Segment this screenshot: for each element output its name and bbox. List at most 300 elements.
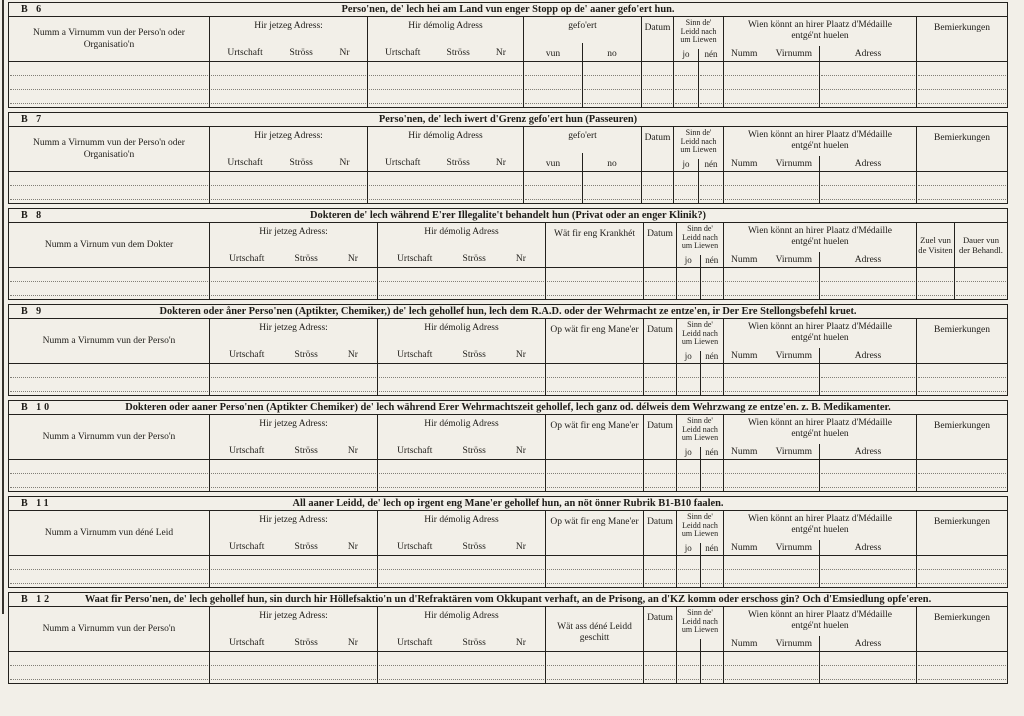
- remarks-field: [916, 364, 1007, 395]
- alive-field: [676, 556, 723, 587]
- write-line: [821, 62, 915, 76]
- col-what-happened-header: Wät ass déné Leidd geschitt: [545, 607, 643, 651]
- column-headers: [9, 415, 1007, 460]
- col-medal-recipient-header: Wien könnt an hirer Plaatz d'Médaille entgé'nt huelen Numm Virnumm Adress: [723, 607, 916, 651]
- write-line: [584, 76, 640, 90]
- col-alive-header: Sinn de' Leidd nach um Liewen jo nén: [673, 127, 723, 171]
- entry-rows: [9, 268, 1007, 299]
- current-address-field: [209, 268, 377, 299]
- section-id: B 11: [21, 498, 52, 509]
- write-line: [725, 556, 818, 570]
- col-treatment-duration-header: Dauer vun der Behandl.: [954, 223, 1007, 267]
- write-line: [702, 666, 723, 680]
- section-title-band: [9, 113, 1007, 127]
- write-line: [678, 652, 699, 666]
- write-line: [10, 268, 208, 282]
- section-title-band: [9, 305, 1007, 319]
- date-field: [643, 364, 676, 395]
- col-current-address-header: Hir jetzeg Adress: Urtschaft Ströss Nr: [209, 511, 377, 555]
- column-headers: [9, 319, 1007, 364]
- write-line: [821, 186, 915, 200]
- write-line: [725, 666, 818, 680]
- write-line: [10, 460, 208, 474]
- column-headers: [9, 223, 1007, 268]
- manner-field: [545, 556, 643, 587]
- write-line: [918, 652, 1006, 666]
- medal-recipient-field: [723, 62, 916, 107]
- name-field: [9, 268, 209, 299]
- col-date-header: Datum: [643, 607, 676, 651]
- write-line: [700, 186, 722, 200]
- write-line: [725, 76, 818, 90]
- write-line: [678, 474, 699, 488]
- current-address-field: [209, 652, 377, 683]
- remarks-field: [916, 62, 1007, 107]
- write-line: [645, 282, 675, 296]
- write-line: [369, 76, 522, 90]
- alive-field: [676, 460, 723, 491]
- write-line: [10, 76, 208, 90]
- write-line: [918, 570, 1006, 584]
- write-line: [369, 186, 522, 200]
- name-field: [9, 652, 209, 683]
- col-medal-recipient-header: Wien könnt an hirer Plaatz d'Médaille entgé'nt huelen Numm Virnumm Adress: [723, 319, 916, 363]
- write-line: [10, 364, 208, 378]
- col-remarks-header: Bemierkungen: [916, 511, 1007, 555]
- write-line: [821, 172, 915, 186]
- write-line: [525, 172, 581, 186]
- col-date-header: Datum: [641, 127, 673, 171]
- write-line: [821, 460, 915, 474]
- section-title: All aaner Leidd, de' lech op irgent eng Mane'er gehollef hun, an nöt önner Rubrik B1-B10 faalen.: [292, 498, 724, 509]
- col-alive-header: Sinn de' Leidd nach um Liewen jo nén: [673, 17, 723, 61]
- write-line: [918, 364, 1006, 378]
- write-line: [645, 666, 675, 680]
- write-line: [10, 62, 208, 76]
- write-line: [645, 364, 675, 378]
- what-happened-field: [545, 652, 643, 683]
- name-field: [9, 460, 209, 491]
- section-id: B 10: [21, 402, 53, 413]
- section-id: B 9: [21, 306, 45, 317]
- write-line: [702, 570, 723, 584]
- write-line: [643, 186, 672, 200]
- visit-count-field: [916, 268, 954, 299]
- section-b9: [8, 304, 1008, 396]
- write-line: [10, 666, 208, 680]
- write-line: [547, 474, 642, 488]
- current-address-field: [209, 556, 377, 587]
- write-line: [725, 460, 818, 474]
- col-date-header: Datum: [643, 511, 676, 555]
- write-line: [645, 652, 675, 666]
- col-name-header: Numm a Virnumm vun der Perso'n: [42, 432, 176, 442]
- col-name-header: Numm a Virnum vun dem Dokter: [44, 240, 174, 250]
- col-date-header: Datum: [643, 319, 676, 363]
- write-line: [369, 62, 522, 76]
- col-former-address-header: Hir démolig Adress Urtschaft Ströss Nr: [367, 127, 523, 171]
- write-line: [211, 282, 376, 296]
- write-line: [678, 282, 699, 296]
- medal-recipient-field: [723, 460, 916, 491]
- write-line: [725, 186, 818, 200]
- section-id: B 7: [21, 114, 45, 125]
- write-line: [645, 378, 675, 392]
- write-line: [725, 90, 818, 104]
- col-current-address-header: Hir jetzeg Adress: Urtschaft Ströss Nr: [209, 607, 377, 651]
- col-manner-header: Op wät fir eng Mane'er: [545, 511, 643, 555]
- section-title: Dokteren de' lech während E'rer Illegalite't behandelt hun (Privat oder an enger Klinik?): [310, 210, 706, 221]
- write-line: [725, 282, 818, 296]
- current-address-field: [209, 62, 367, 107]
- manner-field: [545, 364, 643, 395]
- write-line: [547, 460, 642, 474]
- write-line: [379, 666, 544, 680]
- write-line: [547, 378, 642, 392]
- write-line: [379, 556, 544, 570]
- entry-rows: [9, 652, 1007, 683]
- section-b7: [8, 112, 1008, 204]
- col-name-header: Numm a Virnumm vun der Perso'n oder Organisatio'n: [33, 138, 185, 160]
- write-line: [821, 474, 915, 488]
- name-field: [9, 62, 209, 107]
- write-line: [821, 666, 915, 680]
- write-line: [678, 570, 699, 584]
- write-line: [584, 62, 640, 76]
- section-id: B 8: [21, 210, 45, 221]
- col-former-address-header: Hir démolig Adress Urtschaft Ströss Nr: [377, 415, 545, 459]
- write-line: [821, 90, 915, 104]
- write-line: [643, 172, 672, 186]
- write-line: [678, 556, 699, 570]
- col-alive-header: Sinn de' Leidd nach um Liewen: [676, 607, 723, 651]
- write-line: [700, 76, 722, 90]
- write-line: [702, 460, 723, 474]
- write-line: [918, 282, 953, 296]
- write-line: [702, 474, 723, 488]
- write-line: [379, 652, 544, 666]
- col-alive-header: Sinn de' Leidd nach um Liewen jo nén: [676, 223, 723, 267]
- write-line: [821, 364, 915, 378]
- illness-field: [545, 268, 643, 299]
- col-current-address-header: Hir jetzeg Adress: Urtschaft Ströss Nr: [209, 415, 377, 459]
- write-line: [211, 186, 366, 200]
- former-address-field: [367, 172, 523, 203]
- col-medal-recipient-header: Wien könnt an hirer Plaatz d'Médaille entgé'nt huelen Numm Virnumm Adress: [723, 415, 916, 459]
- write-line: [211, 556, 376, 570]
- medal-recipient-field: [723, 364, 916, 395]
- section-title: Perso'nen, de' lech iwert d'Grenz gefo'ert hun (Passeuren): [378, 114, 638, 125]
- write-line: [525, 90, 581, 104]
- col-alive-header: Sinn de' Leidd nach um Liewen jo nén: [676, 319, 723, 363]
- column-headers: [9, 511, 1007, 556]
- write-line: [678, 268, 699, 282]
- write-line: [678, 666, 699, 680]
- write-line: [645, 556, 675, 570]
- current-address-field: [209, 364, 377, 395]
- col-date-header: Datum: [641, 17, 673, 61]
- write-line: [379, 378, 544, 392]
- write-line: [211, 268, 376, 282]
- write-line: [918, 556, 1006, 570]
- write-line: [547, 268, 642, 282]
- col-current-address-header: Hir jetzeg Adress: Urtschaft Ströss Nr: [209, 17, 367, 61]
- former-address-field: [377, 268, 545, 299]
- write-line: [675, 62, 697, 76]
- write-line: [525, 186, 581, 200]
- section-title: Waat fir Perso'nen, de' lech gehollef hun, sin durch hir Höllefsaktio'n un d'Refraktären vom Okkupant verhaft, an de Prisong, an d'KZ komm oder erschoss gin? Och d'Emsiedlung opfe'eren.: [84, 594, 932, 605]
- write-line: [547, 652, 642, 666]
- write-line: [547, 556, 642, 570]
- write-line: [918, 378, 1006, 392]
- write-line: [821, 556, 915, 570]
- write-line: [918, 460, 1006, 474]
- col-remarks-header: Bemierkungen: [916, 607, 1007, 651]
- col-current-address-header: Hir jetzeg Adress: Urtschaft Ströss Nr: [209, 223, 377, 267]
- entry-rows: [9, 556, 1007, 587]
- current-address-field: [209, 460, 377, 491]
- write-line: [675, 76, 697, 90]
- alive-field: [673, 172, 723, 203]
- col-date-header: Datum: [643, 415, 676, 459]
- write-line: [821, 268, 915, 282]
- date-field: [643, 556, 676, 587]
- col-manner-header: Op wät fir eng Mane'er: [545, 415, 643, 459]
- alive-field: [676, 652, 723, 683]
- write-line: [675, 90, 697, 104]
- write-line: [918, 666, 1006, 680]
- write-line: [918, 62, 1006, 76]
- write-line: [547, 364, 642, 378]
- col-former-address-header: Hir démolig Adress Urtschaft Ströss Nr: [377, 607, 545, 651]
- write-line: [725, 172, 818, 186]
- write-line: [725, 378, 818, 392]
- write-line: [379, 474, 544, 488]
- col-former-address-header: Hir démolig Adress Urtschaft Ströss Nr: [377, 319, 545, 363]
- write-line: [700, 62, 722, 76]
- write-line: [918, 268, 953, 282]
- col-alive-header: Sinn de' Leidd nach um Liewen jo nén: [676, 415, 723, 459]
- remarks-field: [916, 460, 1007, 491]
- write-line: [821, 652, 915, 666]
- write-line: [725, 268, 818, 282]
- transported-field: [523, 62, 641, 107]
- entry-rows: [9, 172, 1007, 203]
- write-line: [702, 268, 723, 282]
- name-field: [9, 364, 209, 395]
- column-headers: [9, 17, 1007, 62]
- write-line: [379, 268, 544, 282]
- write-line: [584, 186, 640, 200]
- medal-recipient-field: [723, 172, 916, 203]
- col-transported-header: gefo'ert vun no: [523, 17, 641, 61]
- section-id: B 12: [21, 594, 53, 605]
- medal-recipient-field: [723, 556, 916, 587]
- write-line: [645, 460, 675, 474]
- write-line: [675, 186, 697, 200]
- remarks-field: [916, 172, 1007, 203]
- write-line: [702, 378, 723, 392]
- write-line: [956, 282, 1006, 296]
- write-line: [678, 364, 699, 378]
- write-line: [702, 556, 723, 570]
- treatment-duration-field: [954, 268, 1007, 299]
- name-field: [9, 556, 209, 587]
- write-line: [379, 460, 544, 474]
- col-illness-header: Wät fir eng Krankhét: [545, 223, 643, 267]
- write-line: [645, 570, 675, 584]
- col-alive-header: Sinn de' Leidd nach um Liewen jo nén: [676, 511, 723, 555]
- write-line: [10, 186, 208, 200]
- write-line: [525, 76, 581, 90]
- remarks-field: [916, 652, 1007, 683]
- name-field: [9, 172, 209, 203]
- write-line: [584, 90, 640, 104]
- section-b12: [8, 592, 1008, 684]
- write-line: [918, 186, 1006, 200]
- col-former-address-header: Hir démolig Adress Urtschaft Ströss Nr: [377, 223, 545, 267]
- write-line: [725, 474, 818, 488]
- write-line: [643, 76, 672, 90]
- date-field: [643, 460, 676, 491]
- write-line: [10, 172, 208, 186]
- section-title-band: [9, 209, 1007, 223]
- remarks-field: [916, 556, 1007, 587]
- write-line: [10, 652, 208, 666]
- write-line: [379, 364, 544, 378]
- write-line: [918, 172, 1006, 186]
- write-line: [211, 460, 376, 474]
- write-line: [675, 172, 697, 186]
- write-line: [584, 172, 640, 186]
- col-name-header: Numm a Virnumm vun der Perso'n: [42, 624, 176, 634]
- page-edge-artifact: [2, 0, 4, 614]
- write-line: [700, 172, 722, 186]
- col-medal-recipient-header: Wien könnt an hirer Plaatz d'Médaille entgé'nt huelen Numm Virnumm Adress: [723, 511, 916, 555]
- former-address-field: [377, 556, 545, 587]
- write-line: [821, 282, 915, 296]
- write-line: [211, 172, 366, 186]
- col-manner-header: Op wät fir eng Mane'er: [545, 319, 643, 363]
- medal-recipient-field: [723, 652, 916, 683]
- alive-field: [676, 364, 723, 395]
- write-line: [10, 556, 208, 570]
- section-title: Dokteren oder aaner Perso'nen (Aptikter Chemiker) de' lech während Erer Wehrmachtszeit gehollef, lech ganz od. délweis dem Wehrzwang ze entze'en. z. B. Medikamenter.: [125, 402, 891, 413]
- write-line: [645, 474, 675, 488]
- write-line: [645, 268, 675, 282]
- write-line: [525, 62, 581, 76]
- date-field: [641, 172, 673, 203]
- medal-recipient-field: [723, 268, 916, 299]
- write-line: [547, 666, 642, 680]
- section-title: Perso'nen, de' lech hei am Land vun enger Stopp op de' aaner gefo'ert hun.: [341, 4, 675, 15]
- section-b6: [8, 2, 1008, 108]
- column-headers: [9, 127, 1007, 172]
- former-address-field: [367, 62, 523, 107]
- col-medal-recipient-header: Wien könnt an hirer Plaatz d'Médaille entgé'nt huelen Numm Virnumm Adress: [723, 127, 916, 171]
- write-line: [379, 282, 544, 296]
- write-line: [211, 652, 376, 666]
- write-line: [643, 90, 672, 104]
- write-line: [821, 378, 915, 392]
- write-line: [643, 62, 672, 76]
- entry-rows: [9, 460, 1007, 491]
- section-id: B 6: [21, 4, 45, 15]
- entry-rows: [9, 62, 1007, 107]
- col-name-header: Numm a Virnumm vun déné Leid: [44, 528, 174, 538]
- write-line: [369, 90, 522, 104]
- col-remarks-header: Bemierkungen: [916, 17, 1007, 61]
- current-address-field: [209, 172, 367, 203]
- write-line: [956, 268, 1006, 282]
- write-line: [702, 652, 723, 666]
- write-line: [725, 364, 818, 378]
- col-former-address-header: Hir démolig Adress Urtschaft Ströss Nr: [377, 511, 545, 555]
- col-visit-count-header: Zuel vun de Visiten: [916, 223, 954, 267]
- write-line: [211, 90, 366, 104]
- transported-field: [523, 172, 641, 203]
- section-b8: [8, 208, 1008, 300]
- alive-field: [676, 268, 723, 299]
- former-address-field: [377, 460, 545, 491]
- section-title-band: [9, 401, 1007, 415]
- date-field: [643, 268, 676, 299]
- write-line: [379, 570, 544, 584]
- former-address-field: [377, 652, 545, 683]
- write-line: [10, 90, 208, 104]
- col-name-header: Numm a Virnumm vun der Perso'n: [42, 336, 176, 346]
- section-b11: [8, 496, 1008, 588]
- col-transported-header: gefo'ert vun no: [523, 127, 641, 171]
- section-title: Dokteren oder åner Perso'nen (Aptikter, Chemiker,) de' lech gehollef hun, lech dem R.A.D. oder der Wehrmacht ze entze'en, ir Der Ere Stellongsbefehl kruet.: [159, 306, 857, 317]
- write-line: [918, 474, 1006, 488]
- alive-field: [673, 62, 723, 107]
- write-line: [702, 282, 723, 296]
- col-name-header: Numm a Virnumm vun der Perso'n oder Organisatio'n: [33, 28, 185, 50]
- col-remarks-header: Bemierkungen: [916, 415, 1007, 459]
- write-line: [678, 460, 699, 474]
- write-line: [702, 364, 723, 378]
- write-line: [918, 76, 1006, 90]
- write-line: [10, 378, 208, 392]
- col-medal-recipient-header: Wien könnt an hirer Plaatz d'Médaille entgé'nt huelen Numm Virnumm Adress: [723, 17, 916, 61]
- date-field: [641, 62, 673, 107]
- write-line: [211, 570, 376, 584]
- write-line: [725, 570, 818, 584]
- section-title-band: [9, 593, 1007, 607]
- col-remarks-header: Bemierkungen: [916, 127, 1007, 171]
- col-remarks-header: Bemierkungen: [916, 319, 1007, 363]
- write-line: [369, 172, 522, 186]
- col-former-address-header: Hir démolig Adress Urtschaft Ströss Nr: [367, 17, 523, 61]
- write-line: [10, 474, 208, 488]
- write-line: [547, 570, 642, 584]
- col-medal-recipient-header: Wien könnt an hirer Plaatz d'Médaille entgé'nt huelen Numm Virnumm Adress: [723, 223, 916, 267]
- write-line: [211, 378, 376, 392]
- write-line: [821, 570, 915, 584]
- entry-rows: [9, 364, 1007, 395]
- write-line: [725, 62, 818, 76]
- section-title-band: [9, 3, 1007, 17]
- write-line: [547, 282, 642, 296]
- column-headers: [9, 607, 1007, 652]
- write-line: [211, 666, 376, 680]
- date-field: [643, 652, 676, 683]
- manner-field: [545, 460, 643, 491]
- write-line: [211, 474, 376, 488]
- section-title-band: [9, 497, 1007, 511]
- write-line: [725, 652, 818, 666]
